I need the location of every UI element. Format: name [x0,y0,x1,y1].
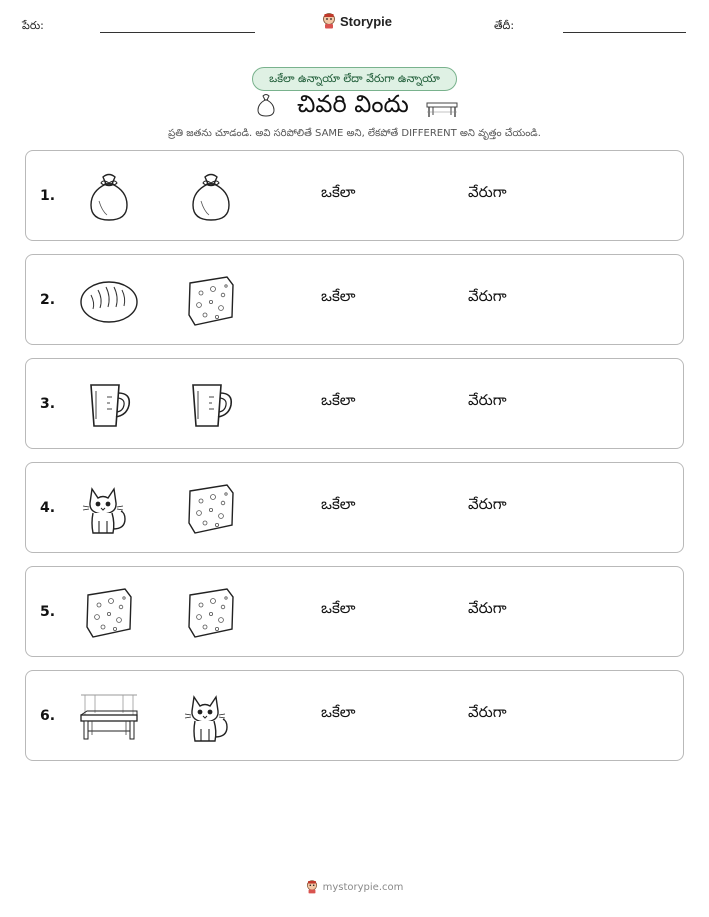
instruction-text: ప్రతి జతను చూడండి. అవి సరిపోలితే SAME అని, లేకపోతే DIFFERENT అని వృత్తం చేయండి. [168,128,541,139]
question-row-2 [25,254,684,345]
cracker-icon [181,483,241,535]
cracker-icon [181,587,241,639]
question-number: 6. [40,708,56,724]
question-number: 5. [40,604,56,620]
question-number: 2. [40,292,56,308]
table-icon [79,691,139,743]
money-bag-icon [181,171,241,223]
option-same[interactable]: ఒకేలా [321,599,356,617]
cracker-icon [181,275,241,327]
page-title: చివరి విందు [297,90,409,118]
cup-icon [79,379,139,431]
option-different[interactable]: వేరుగా [468,287,507,305]
cup-icon [181,379,241,431]
option-different[interactable]: వేరుగా [468,703,507,721]
brand [322,13,392,29]
option-different[interactable]: వేరుగా [468,391,507,409]
option-same[interactable]: ఒకేలా [321,183,356,201]
option-same[interactable]: ఒకేలా [321,391,356,409]
money-bag-icon [255,92,277,118]
question-row-5 [25,566,684,657]
cat-icon [79,483,139,535]
cracker-icon [79,587,139,639]
money-bag-icon [79,171,139,223]
date-field[interactable] [563,32,686,33]
option-same[interactable]: ఒకేలా [321,287,356,305]
storypie-mascot-icon [306,880,318,894]
option-same[interactable]: ఒకేలా [321,495,356,513]
name-field[interactable] [100,32,255,33]
question-row-3 [25,358,684,449]
footer [0,880,709,894]
table-icon [424,95,460,119]
option-different[interactable]: వేరుగా [468,183,507,201]
option-same[interactable]: ఒకేలా [321,703,356,721]
bread-loaf-icon [79,275,139,327]
question-row-6 [25,670,684,761]
option-different[interactable]: వేరుగా [468,599,507,617]
brand-name: Storypie [340,13,393,29]
question-number: 1. [40,188,56,204]
question-number: 3. [40,396,56,412]
footer-url[interactable]: mystorypie.com [322,881,404,893]
date-label: తేదీ: [494,19,515,32]
question-number: 4. [40,500,56,516]
cat-icon [181,691,241,743]
name-label: పేరు: [22,19,44,32]
question-row-4 [25,462,684,553]
worksheet-type-pill: ఒకేలా ఉన్నాయా లేదా వేరుగా ఉన్నాయా [252,67,457,91]
storypie-mascot-icon [322,13,336,29]
option-different[interactable]: వేరుగా [468,495,507,513]
question-row-1 [25,150,684,241]
